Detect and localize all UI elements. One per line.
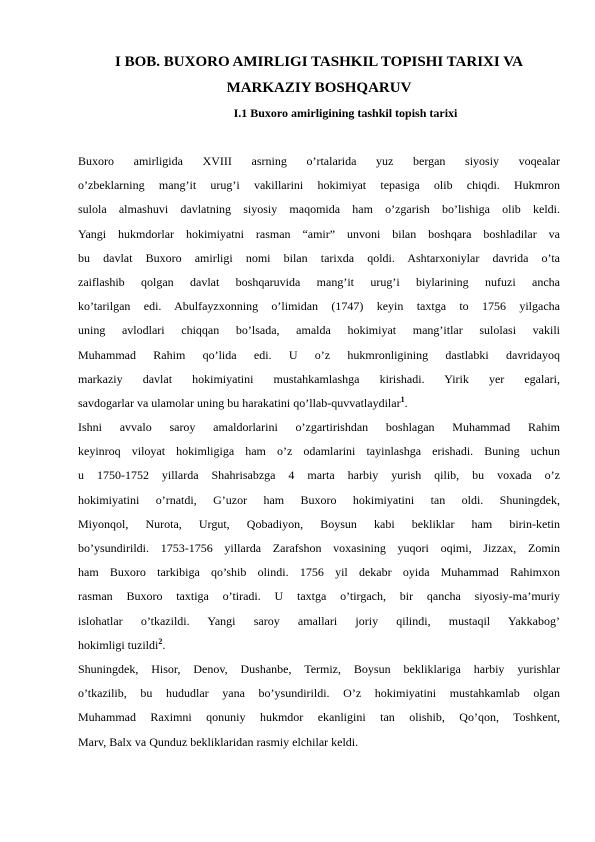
paragraph-line: zaiflashib qolgan davlat boshqaruvida mang’it urug’i biylarining nufuzi ancha [78, 274, 560, 289]
paragraph-last-line-text: hokimligi tuzildi [78, 637, 159, 652]
paragraph-line: bo’ysundirildi. 1753-1756 yillarda Zarafshon voxasining yuqori oqimi, Jizzax, Zomin [78, 541, 560, 555]
paragraph-line: Yangi hukmdorlar hokimiyatni rasman “amir” unvoni bilan boshqara boshladilar va [78, 226, 560, 241]
paragraph-line: Ishni avvalo saroy amaldorlarini o’zgartirishdan boshlagan Muhammad Rahim [78, 420, 560, 435]
paragraph-last-line-text: savdogarlar va ulamolar uning bu harakatini qo’llab-quvvatlaydilar [78, 395, 401, 410]
paragraph-line: o’zbeklarning mang’it urug’i vakillarini hokimiyat tepasiga olib chiqdi. Hukmron [78, 178, 560, 193]
paragraph [78, 149, 560, 415]
footnote-marker[interactable]: 2 [158, 636, 163, 646]
paragraph-line: ham Buxoro tarkibiga qo’shib olindi. 1756 yil dekabr oyida Muhammad Rahimxon [78, 565, 560, 580]
paragraph-line: Buxoro amirligida XVIII asrning o’rtalarida yuz bergan siyosiy voqealar [78, 154, 560, 168]
paragraph-line: hokimiyatini o’rnatdi, G’uzor ham Buxoro hokimiyatini tan oldi. Shuningdek, [78, 492, 560, 507]
sentence-end: . [162, 637, 166, 652]
chapter-title-line-2: MARKAZIY BOSHQARUV [226, 80, 412, 96]
paragraph-line: Muhammad Raximni qonuniy hukmdor ekanligini tan olishib, Qo’qon, Toshkent, [78, 710, 560, 725]
paragraph-last-line [78, 391, 560, 415]
paragraph-last-line-text: Marv, Balx va Qunduz bekliklaridan rasmiy elchilar keldi. [78, 734, 359, 749]
paragraph-line: Miyonqol, Nurota, Urgut, Qobadiyon, Boysun kabi bekliklar ham birin-ketin [78, 516, 560, 531]
paragraph-last-line [78, 730, 560, 754]
paragraph-line: uning avlodlari chiqqan bo’lsada, amalda hokimiyat mang’itlar sulolasi vakili [78, 323, 560, 338]
paragraph-line: Muhammad Rahim qo’lida edi. U o’z hukmronligining dastlabki davridayoq [78, 347, 560, 362]
paragraph-line: sulola almashuvi davlatning siyosiy maqomida ham o’zgarish bo’lishiga olib keldi. [78, 202, 560, 217]
paragraph-line: u 1750-1752 yillarda Shahrisabzga 4 marta harbiy yurish qilib, bu voxada o’z [78, 468, 560, 483]
footnote-marker[interactable]: 1 [400, 394, 405, 404]
paragraph-line: ko’tarilgan edi. Abulfayzxonning o’limidan (1747) keyin taxtga to 1756 yilgacha [78, 299, 560, 314]
paragraph-line: rasman Buxoro taxtiga o’tiradi. U taxtga o’tirgach, bir qancha siyosiy-ma’muriy [78, 589, 560, 604]
paragraph-line: o’tkazilib, bu hududlar yana bo’ysundirildi. O’z hokimiyatini mustahkamlab olgan [78, 686, 560, 701]
body-text [78, 149, 560, 754]
chapter-title-line-1: I BOB. BUXORO AMIRLIGI TASHKIL TOPISHI TARIXI VA [115, 54, 523, 70]
paragraph-line: islohatlar o’tkazildi. Yangi saroy amallari joriy qilindi, mustaqil Yakkabog’ [78, 613, 560, 628]
paragraph [78, 657, 560, 754]
paragraph-line: bu davlat Buxoro amirligi nomi bilan tarixda qoldi. Ashtarxoniylar davrida o’ta [78, 250, 560, 265]
paragraph [78, 415, 560, 657]
paragraph-line: markaziy davlat hokimiyatini mustahkamlashga kirishadi. Yirik yer egalari, [78, 371, 560, 386]
paragraph-line: keyinroq viloyat hokimligiga ham o’z odamlarini tayinlashga erishadi. Buning uchun [78, 444, 560, 459]
section-title: I.1 Buxoro amirligining tashkil topish tarixi [233, 106, 458, 120]
paragraph-last-line [78, 633, 560, 657]
sentence-end: . [404, 395, 408, 410]
paragraph-line: Shuningdek, Hisor, Denov, Dushanbe, Termiz, Boysun bekliklariga harbiy yurishlar [78, 661, 560, 676]
